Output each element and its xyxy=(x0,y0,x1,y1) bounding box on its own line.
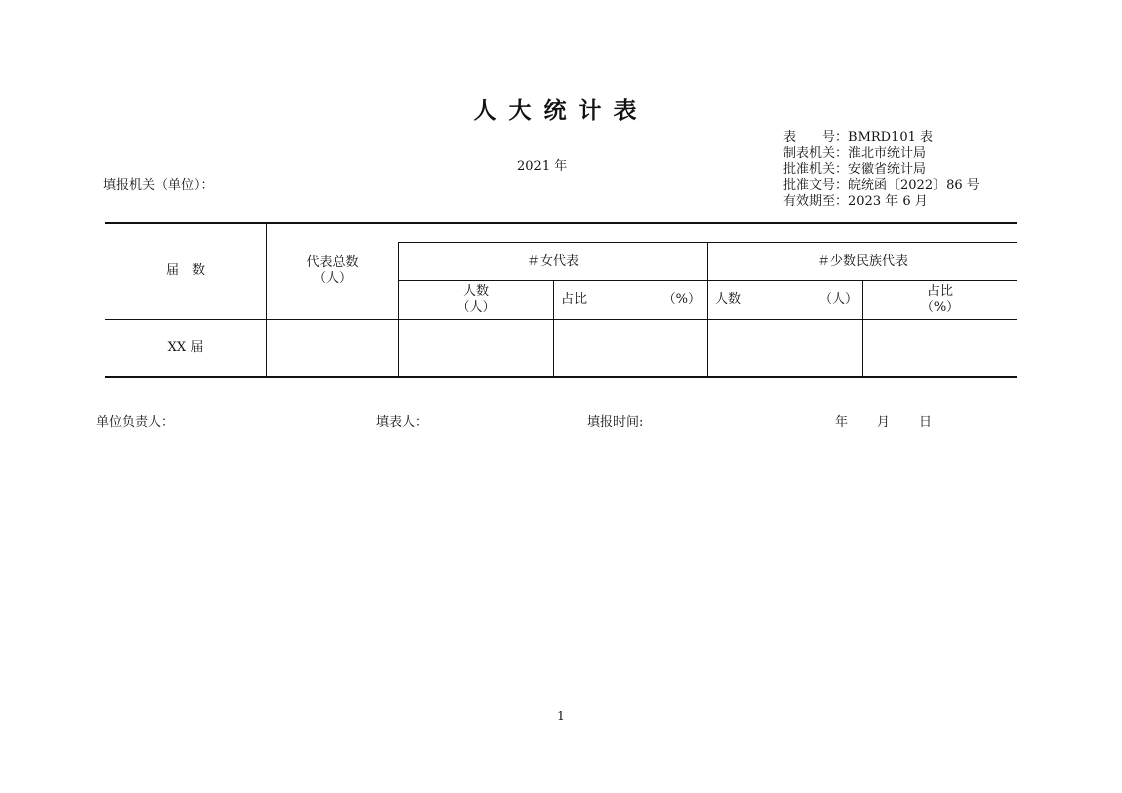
meta-valid-until: 有效期至：2023 年 6 月 xyxy=(783,194,928,209)
meta-approving-office: 批准机关：安徽省统计局 xyxy=(783,162,927,177)
page-title: 人大统计表 xyxy=(473,98,649,124)
page-number: 1 xyxy=(557,709,565,723)
form-meta-block xyxy=(783,130,980,210)
date-month-label: 月 xyxy=(877,415,891,430)
cell-session: XX 届 xyxy=(167,340,204,355)
table-bottom-rule xyxy=(105,376,1017,378)
header-female-count: 人数 （人） xyxy=(456,284,496,315)
cell-minority-ratio xyxy=(863,320,1017,376)
report-year: 2021 年 xyxy=(517,159,568,174)
meta-approval-number: 批准文号：皖统函〔2022〕86 号 xyxy=(783,178,980,193)
header-minority-group: ＃少数民族代表 xyxy=(816,253,908,269)
filing-org-label: 填报机关（单位）： xyxy=(103,178,214,193)
cell-female-count xyxy=(399,320,553,376)
fill-time-label: 填报时间: xyxy=(587,415,644,430)
cell-female-ratio xyxy=(554,320,707,376)
date-day-label: 日 xyxy=(919,415,933,430)
filler-label: 填表人： xyxy=(376,415,429,430)
cell-minority-count xyxy=(708,320,862,376)
header-total-reps: 代表总数 （人） xyxy=(306,255,359,286)
meta-form-number: 表 号：BMRD101 表 xyxy=(783,130,934,145)
header-minority-count: 人数 （人） xyxy=(715,292,858,307)
meta-issuing-office: 制表机关：淮北市统计局 xyxy=(783,146,927,161)
cell-total-reps xyxy=(267,320,398,376)
header-female-ratio: 占比 （%） xyxy=(561,292,701,307)
header-minority-ratio: 占比 （%） xyxy=(920,284,960,315)
header-female-group: ＃女代表 xyxy=(526,253,579,269)
unit-head-label: 单位负责人： xyxy=(96,415,175,430)
date-year-label: 年 xyxy=(835,415,849,430)
header-session: 届 数 xyxy=(165,263,205,278)
